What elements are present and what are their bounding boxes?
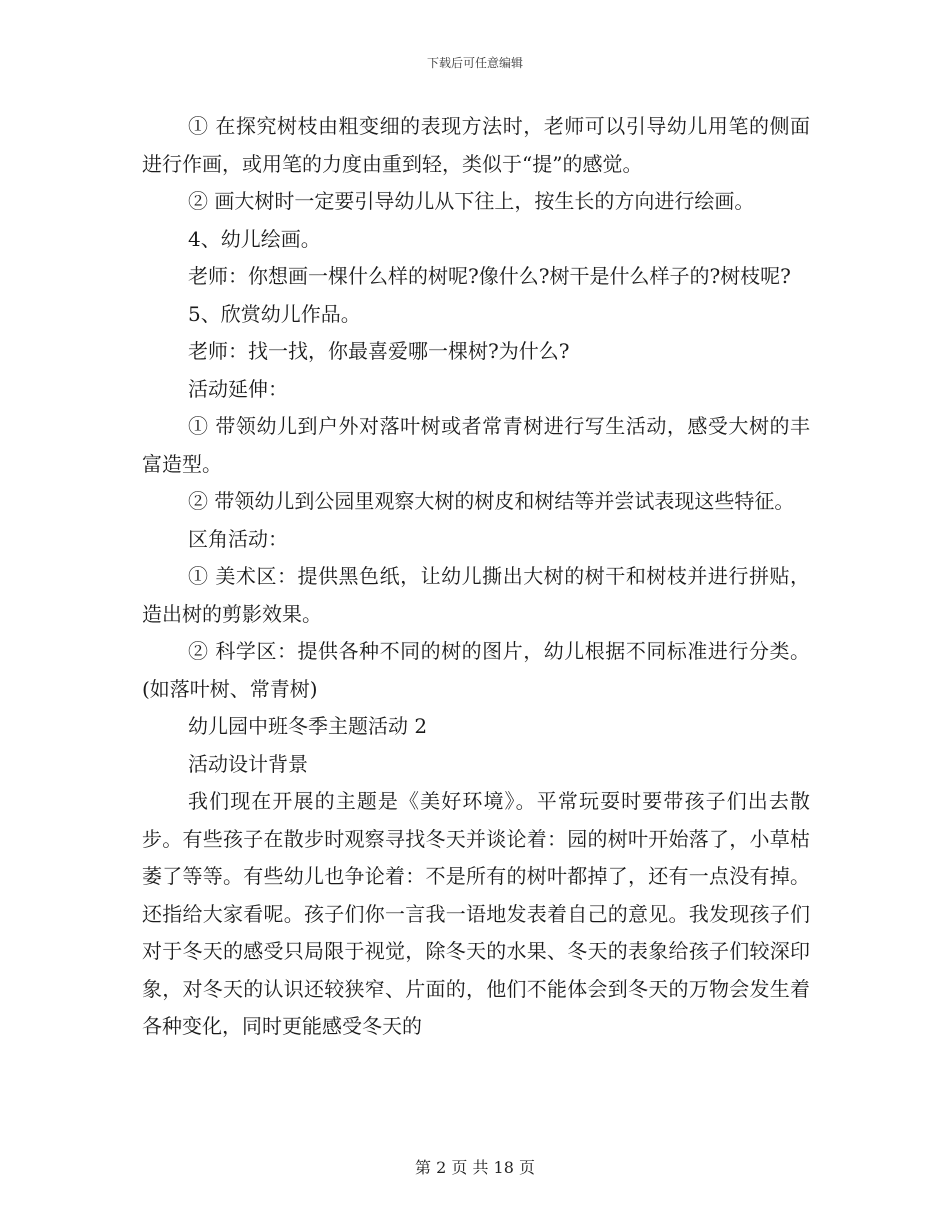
section-heading-activity-extension: 活动延伸： (188, 376, 288, 401)
paragraph-corner-science: ② 科学区：提供各种不同的树的图片，幼儿根据不同标准进行分类。(如落叶树、常青树) (142, 639, 810, 701)
page-header-note: 下载后可任意编辑 (426, 56, 523, 70)
section-heading-corner-activities: 区角活动： (188, 526, 288, 551)
step-heading-child-drawing: 4、幼儿绘画。 (188, 226, 321, 251)
section-heading-design-background: 活动设计背景 (188, 751, 308, 776)
paragraph-extension-1: ① 带领幼儿到户外对落叶树或者常青树进行写生活动，感受大树的丰富造型。 (142, 414, 810, 476)
section-title-winter-activity-2: 幼儿园中班冬季主题活动 2 (188, 714, 428, 738)
paragraph-tip-draw-direction: ② 画大树时一定要引导幼儿从下往上，按生长的方向进行绘画。 (188, 189, 755, 213)
document-body (142, 108, 810, 1046)
page-number-footer: 第 2 页 共 18 页 (415, 1158, 535, 1177)
paragraph-teacher-question-2: 老师：找一找，你最喜爱哪一棵树?为什么? (188, 339, 570, 363)
paragraph-teacher-question-1: 老师：你想画一棵什么样的树呢?像什么?树干是什么样子的?树枝呢? (188, 264, 791, 288)
paragraph-background-text: 我们现在开展的主题是《美好环境》。平常玩耍时要带孩子们出去散步。有些孩子在散步时观察寻找冬天并谈论着：园的树叶开始落了，小草枯萎了等等。有些幼儿也争论着：不是所有的树叶都掉了，还有一点没有掉。还指给大家看呢。孩子们你一言我一语地发表着自己的意见。我发现孩子们对于冬天的感受只局限于视觉，除冬天的水果、冬天的表象给孩子们较深印象，对冬天的认识还较狭窄、片面的，他们不能体会到冬天的万物会发生着各种变化，同时更能感受冬天的 (142, 789, 810, 1038)
paragraph-extension-2: ② 带领幼儿到公园里观察大树的树皮和树结等并尝试表现这些特征。 (188, 489, 795, 513)
step-heading-appreciate-works: 5、欣赏幼儿作品。 (188, 301, 361, 326)
paragraph-corner-art: ① 美术区：提供黑色纸，让幼儿撕出大树的树干和树枝并进行拼贴，造出树的剪影效果。 (142, 564, 810, 626)
paragraph-tip-branch-method: ① 在探究树枝由粗变细的表现方法时，老师可以引导幼儿用笔的侧面进行作画，或用笔的力度由重到轻，类似于“提”的感觉。 (142, 114, 810, 176)
